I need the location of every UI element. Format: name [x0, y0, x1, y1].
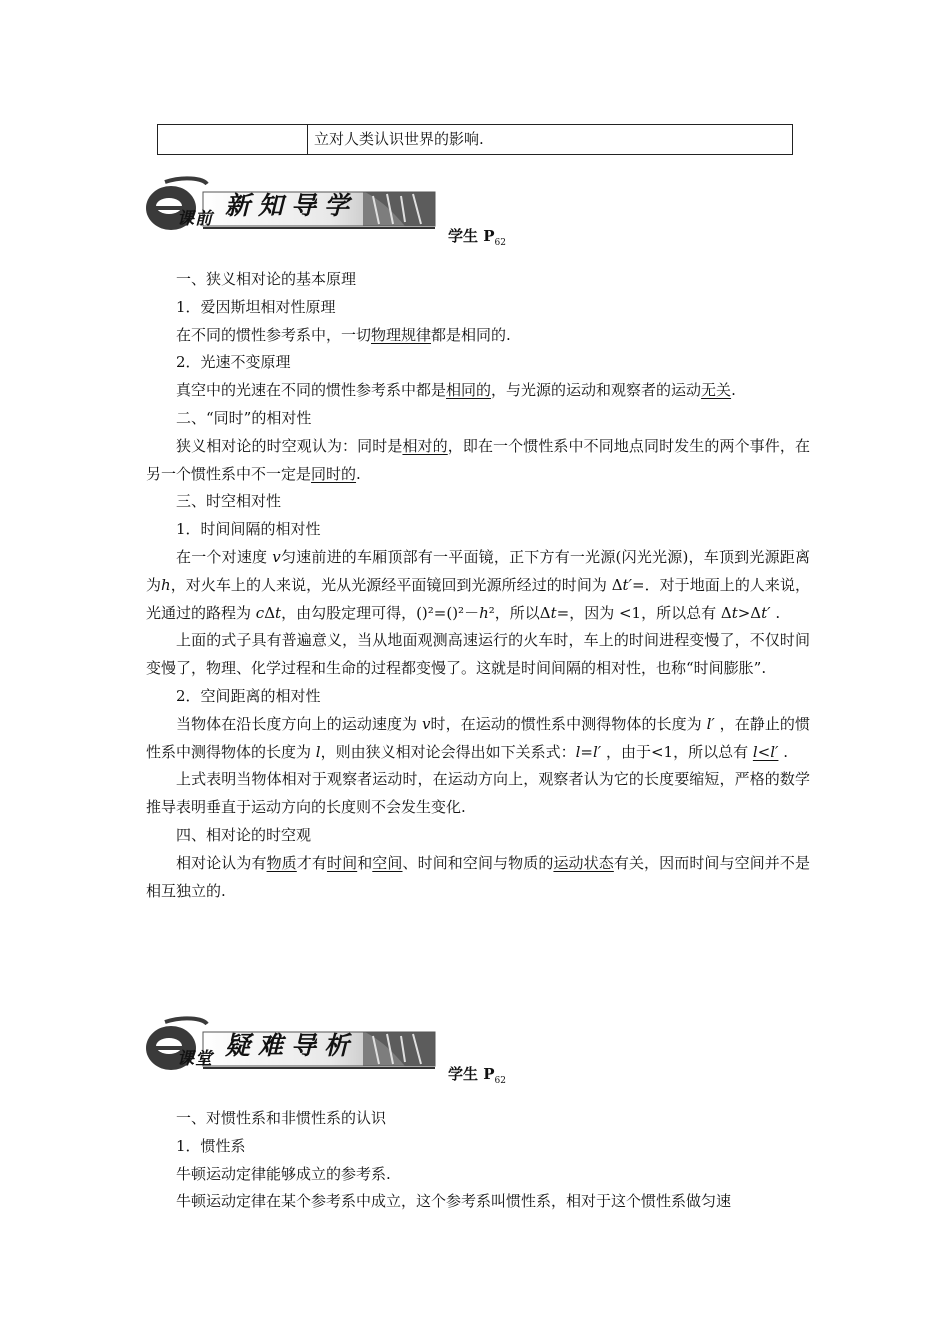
paragraph-spacetime-view: 相对论认为有物质才有时间和空间、时间和空间与物质的运动状态有关，因而时间与空间并不是相互独立的.: [146, 853, 810, 900]
heading-inertial-frames: 一、对惯性系和非惯性系的认识: [176, 1109, 387, 1127]
heading-spacetime-view: 四、相对论的时空观: [176, 825, 312, 844]
heading-simultaneity: 二、“同时”的相对性: [176, 408, 312, 427]
banner-difficulty-analysis: [143, 1016, 438, 1076]
paragraph-time-dilation: 上面的式子具有普遍意义，当从地面观测高速运行的火车时，车上的时间进程变慢了，不仅时间变慢了，物理、化学过程和生命的过程都变慢了。这就是时间间隔的相对性，也称“时间膨胀”.: [146, 631, 810, 678]
banner-title: 新知导学: [225, 191, 358, 220]
paragraph-simultaneity: 狭义相对论的时空观认为：同时是相对的，即在一个惯性系中不同地点同时发生的两个事件，在另一个惯性系中不一定是同时的.: [146, 436, 810, 483]
paragraph-time-interval: 在一个对速度 v匀速前进的车厢顶部有一平面镜，正下方有一光源(闪光光源)，车顶到光源距离为h，对火车上的人来说，光从光源经平面镜回到光源所经过的时间为 Δt′=．对于地面上的人来说，光通过的路程为 cΔt，由勾股定理可得，()²=()²－h²，所以Δt=，因为 <1，所以总有 Δt>Δt′ .: [146, 547, 810, 622]
heading-spacetime-relativity: 三、时空相对性: [176, 492, 282, 511]
banner-title: 疑难导析: [225, 1031, 358, 1060]
top-table-fragment: [157, 124, 793, 155]
paragraph-light-speed: 真空中的光速在不同的惯性参考系中都是相同的，与光源的运动和观察者的运动无关.: [176, 381, 736, 400]
paragraph-relativity-principle: 在不同的惯性参考系中，一切物理规律都是相同的.: [176, 325, 511, 344]
paragraph-length-contraction: 上式表明当物体相对于观察者运动时，在运动方向上，观察者认为它的长度要缩短，严格的数学推导表明垂直于运动方向的长度则不会发生变化.: [146, 770, 810, 817]
heading-light-speed: 2．光速不变原理: [176, 353, 291, 372]
banner-small-text: 课前: [177, 209, 213, 229]
section-difficulty-analysis: [146, 1105, 810, 1216]
page-reference: 学生 $P_{62}$: [448, 1065, 506, 1086]
paragraph-length-relativity: 当物体在沿长度方向上的运动速度为 v时，在运动的惯性系中测得物体的长度为 l′ ，在静止的惯性系中测得物体的长度为 l，则由狭义相对论会得出如下关系式：l=l′ ，由于<1，所以总有 l<l′ .: [146, 714, 810, 761]
table-cell-left: [158, 125, 308, 154]
table-cell-right: 立对人类认识世界的影响.: [314, 130, 484, 148]
heading-basic-principles: 一、狭义相对论的基本原理: [176, 270, 357, 288]
banner-new-knowledge: [143, 176, 438, 236]
paragraph-inertial-explanation: 牛顿运动定律在某个参考系中成立，这个参考系叫惯性系，相对于这个惯性系做匀速: [176, 1192, 732, 1211]
page-reference: 学生 $P_{62}$: [448, 227, 506, 248]
paragraph-inertial-definition: 牛顿运动定律能够成立的参考系.: [176, 1164, 391, 1183]
heading-length-relativity: 2．空间距离的相对性: [176, 686, 321, 705]
heading-relativity-principle: 1．爱因斯坦相对性原理: [176, 297, 336, 316]
section-new-knowledge: [146, 266, 810, 905]
banner-small-text: 课堂: [177, 1049, 213, 1069]
heading-inertial-frame: 1．惯性系: [176, 1136, 246, 1155]
heading-time-interval: 1．时间间隔的相对性: [176, 520, 321, 539]
